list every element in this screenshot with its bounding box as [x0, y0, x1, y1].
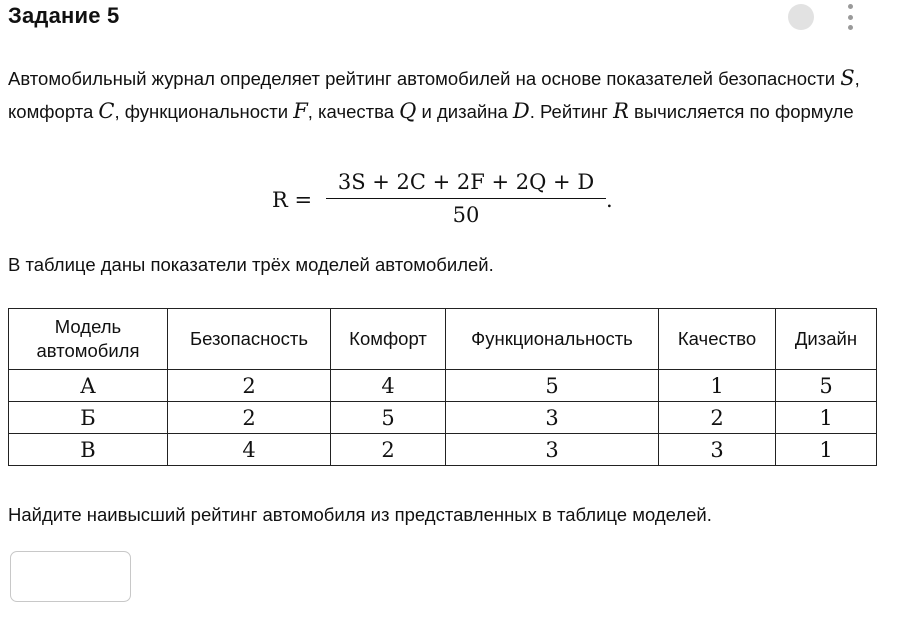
car-ratings-table	[8, 308, 877, 466]
header-functionality: Функциональность	[446, 309, 659, 370]
formula-denominator: 50	[452, 203, 480, 228]
cell-quality: 1	[659, 370, 776, 402]
cell-comfort: 4	[331, 370, 446, 402]
var-d: D	[512, 99, 530, 123]
cell-comfort: 2	[331, 434, 446, 466]
cell-design: 5	[776, 370, 877, 402]
status-circle-icon[interactable]	[788, 4, 814, 30]
table-header-row	[9, 309, 877, 370]
header-design: Дизайн	[776, 309, 877, 370]
cell-safety: 4	[168, 434, 331, 466]
cell-comfort: 5	[331, 402, 446, 434]
cell-quality: 2	[659, 402, 776, 434]
cell-quality: 3	[659, 434, 776, 466]
header-comfort: Комфорт	[331, 309, 446, 370]
cell-model: В	[9, 434, 168, 466]
cell-design: 1	[776, 434, 877, 466]
cell-design: 1	[776, 402, 877, 434]
task-title: Задание 5	[8, 3, 120, 28]
formula-lhs: R =	[272, 188, 313, 212]
cell-safety: 2	[168, 370, 331, 402]
formula-fraction	[326, 170, 606, 227]
answer-input[interactable]	[10, 551, 131, 602]
var-f: F	[293, 99, 308, 123]
more-vertical-icon[interactable]	[842, 2, 858, 32]
header-model: Модель автомобиля	[9, 309, 168, 370]
fraction-bar	[326, 198, 606, 199]
table-row	[9, 434, 877, 466]
var-s: S	[840, 66, 855, 90]
var-q: Q	[399, 99, 417, 123]
table-row	[9, 402, 877, 434]
question-text: Найдите наивысший рейтинг автомобиля из представленных в таблице моделей.	[8, 504, 712, 525]
cell-functionality: 5	[446, 370, 659, 402]
cell-model: А	[9, 370, 168, 402]
header-quality: Качество	[659, 309, 776, 370]
formula-end: .	[606, 188, 613, 212]
table-row	[9, 370, 877, 402]
table-intro: В таблице даны показатели трёх моделей автомобилей.	[8, 254, 494, 275]
cell-functionality: 3	[446, 402, 659, 434]
cell-functionality: 3	[446, 434, 659, 466]
header-safety: Безопасность	[168, 309, 331, 370]
task-description: Автомобильный журнал определяет рейтинг автомобилей на основе показателей безопасности S, комфорта C, функциональности F, качества Q и дизайна D. Рейтинг R вычисляется по формуле	[8, 66, 860, 123]
var-r: R	[613, 99, 629, 123]
var-c: C	[98, 99, 115, 123]
cell-model: Б	[9, 402, 168, 434]
formula-numerator: 3S + 2C + 2F + 2Q + D	[337, 170, 595, 194]
cell-safety: 2	[168, 402, 331, 434]
